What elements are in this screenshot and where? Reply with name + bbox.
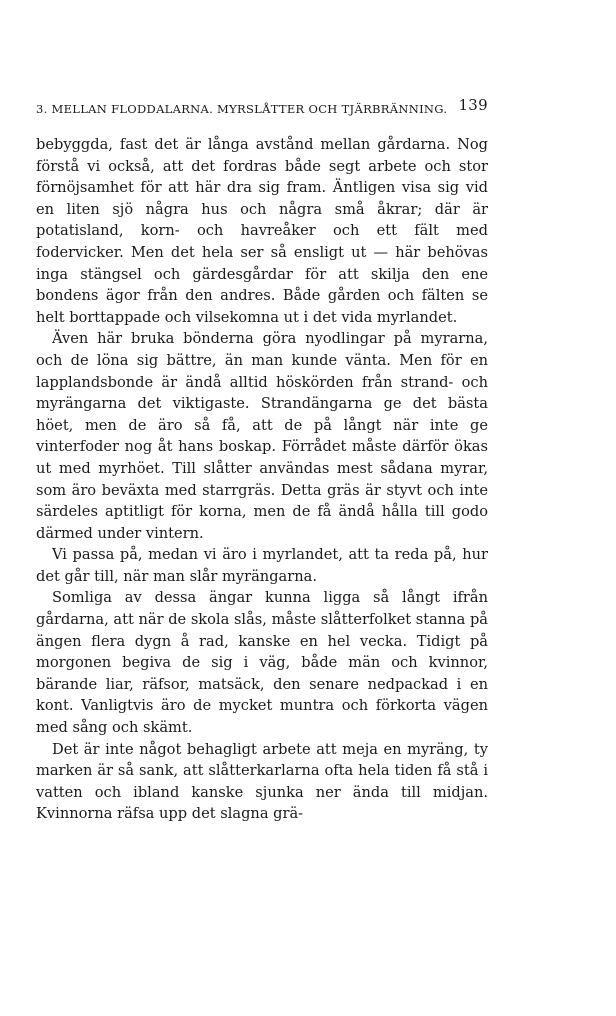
chapter-heading: 3. MELLAN FLODDALARNA. MYRSLÅTTER OCH TJÄRBRÄNNING. [36,102,448,116]
body-text [36,134,488,825]
paragraph: bebyggda, fast det är långa avstånd mellan gårdarna. Nog förstå vi också, att det fordras både segt arbete och stor förnöjsamhet för att här dra sig fram. Äntligen visa sig vid en liten sjö några hus och några små åkrar; där är potatisland, korn- och havreåker och ett fält med fodervicker. Men det hela ser så ensligt ut — här behövas inga stängsel och gärdesgårdar för att skilja den ene bondens ägor från den andres. Både gården och fälten se helt borttappade och vilsekomna ut i det vida myrlandet. [36,136,488,326]
paragraph: Somliga av dessa ängar kunna ligga så långt ifrån gårdarna, att när de skola slås, måste slåtterfolket stanna på ängen flera dygn å rad, kanske en hel vecka. Tidigt på morgonen begiva de sig i väg, både män och kvinnor, bärande liar, räfsor, matsäck, den senare nedpackad i en kont. Vanligtvis äro de mycket muntra och förkorta vägen med sång och skämt. [36,589,489,737]
paragraph: Vi passa på, medan vi äro i myrlandet, att ta reda på, hur det går till, när man slår myrängarna. [36,546,488,585]
running-head [36,96,488,118]
page-number: 139 [458,96,488,114]
book-page [36,96,488,825]
paragraph: Det är inte något behagligt arbete att meja en myräng, ty marken är så sank, att slåtterkarlarna ofta hela tiden få stå i vatten och ibland kanske sjunka ner ända till midjan. Kvinnorna räfsa upp det slagna grä- [36,740,488,823]
paragraph: Även här bruka bönderna göra nyodlingar på myrarna, och de löna sig bättre, än man kunde vänta. Men för en lapplandsbonde är ändå alltid höskörden från strand- och myrängarna det viktigaste. Strandängarna ge det bästa höet, men de äro så få, att de på långt när inte ge vinterfoder nog åt hans boskap. Förrådet måste därför ökas ut med myrhöet. Till slåtter användas mest sådana myrar, som äro beväxta med starrgräs. Detta gräs är styvt och inte särdeles aptitligt för korna, men de få ändå hålla till godo därmed under vintern. [36,330,488,542]
